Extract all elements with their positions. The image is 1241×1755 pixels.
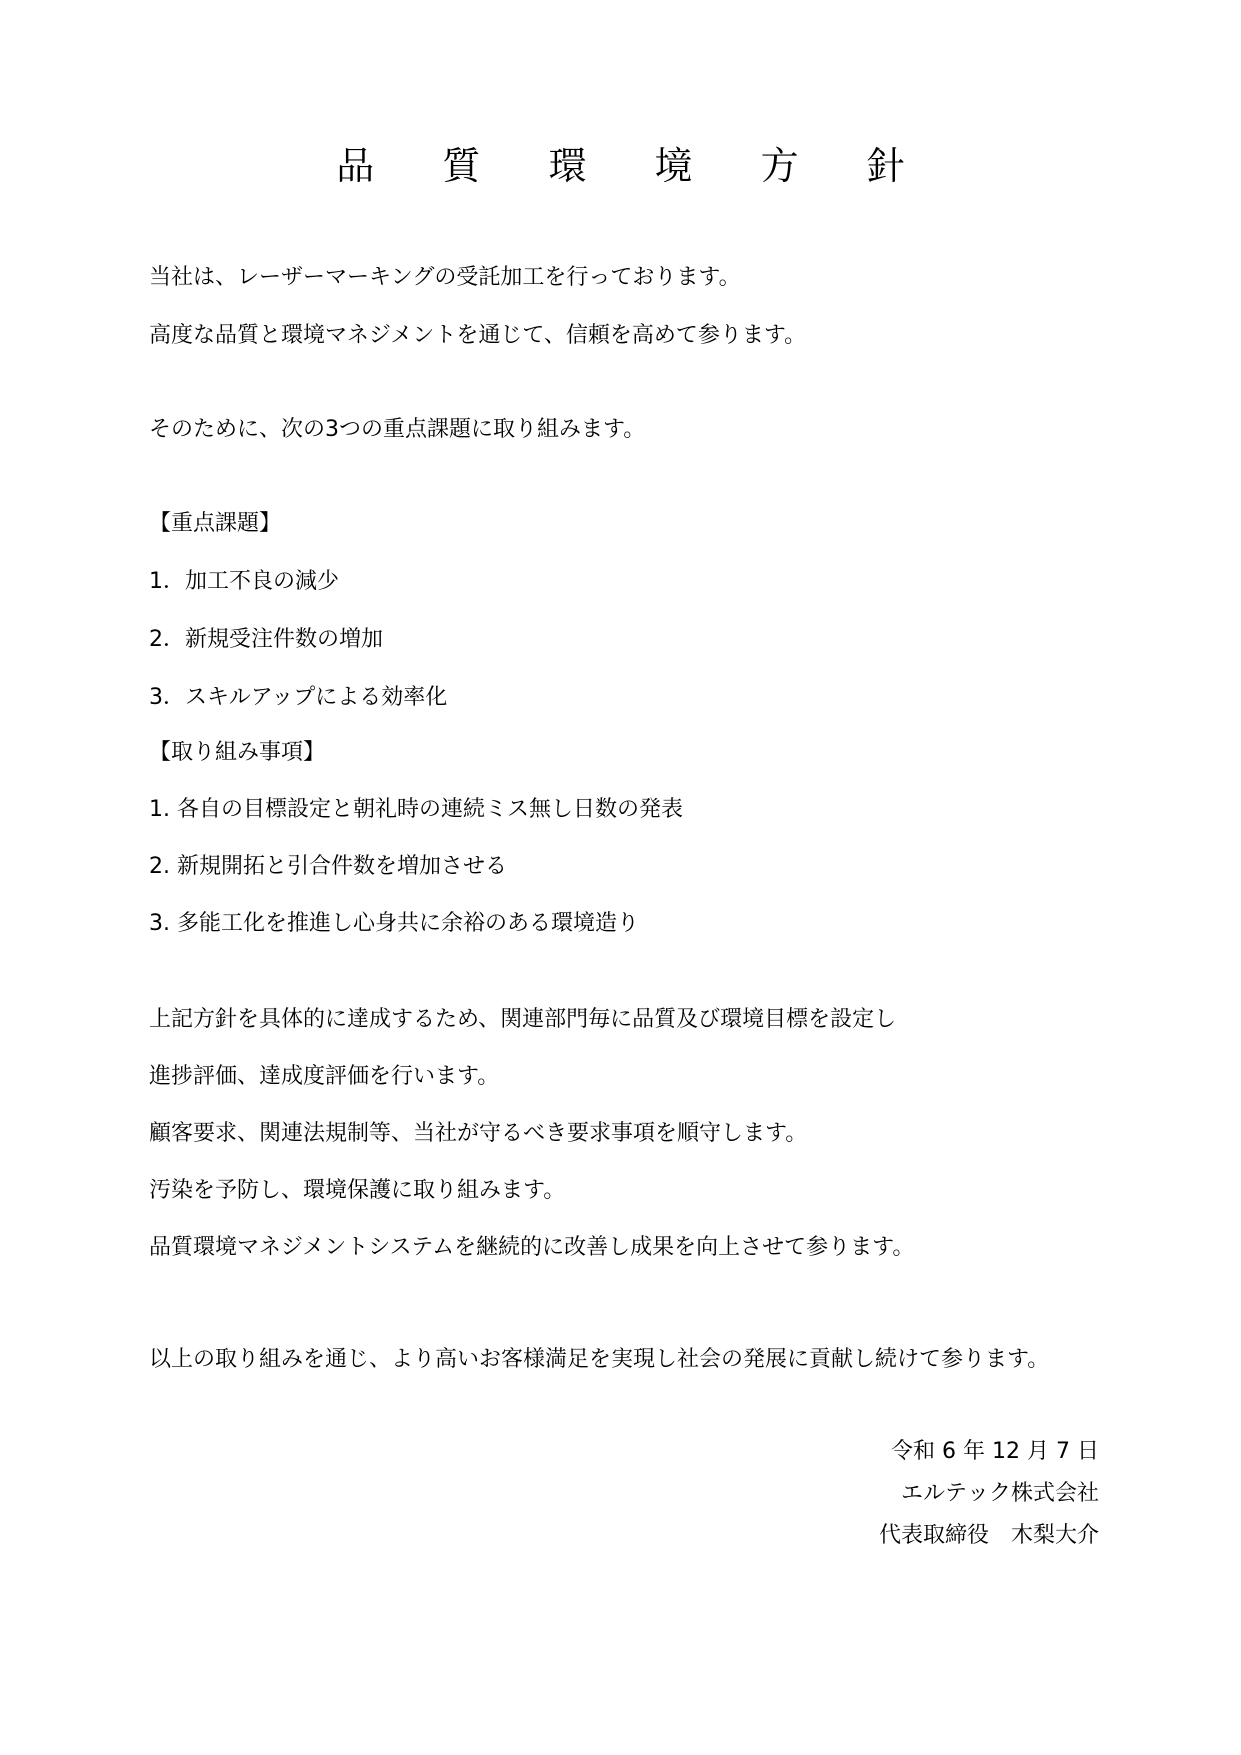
signature-date: 令和 6 年 12 月 7 日 (891, 1439, 1099, 1464)
closing-statement: 以上の取り組みを通じ、より高いお客様満足を実現し社会の発展に貢献し続けて参ります。 (149, 1347, 1050, 1372)
action-item-3: 3. 多能工化を推進し心身共に余裕のある環境造り (149, 911, 639, 936)
intro-line-2: 高度な品質と環境マネジメントを通じて、信頼を高めて参ります。 (149, 323, 807, 348)
signature-representative: 代表取締役 木梨大介 (878, 1523, 1099, 1548)
action-item-1: 1. 各自の目標設定と朝礼時の連続ミス無し日数の発表 (149, 797, 683, 822)
lead-text: そのために、次の3つの重点課題に取り組みます。 (149, 417, 646, 442)
action-item-2: 2. 新規開拓と引合件数を増加させる (149, 854, 507, 879)
intro-line-1: 当社は、レーザーマーキングの受託加工を行っております。 (149, 265, 741, 290)
actions-heading: 【取り組み事項】 (149, 740, 326, 765)
commitment-line-4: 汚染を予防し、環境保護に取り組みます。 (149, 1178, 566, 1203)
commitment-line-1: 上記方針を具体的に達成するため、関連部門毎に品質及び環境目標を設定し (149, 1007, 897, 1032)
commitment-line-5: 品質環境マネジメントシステムを継続的に改善し成果を向上させて参ります。 (149, 1235, 915, 1260)
priority-item-3: 3．スキルアップによる効率化 (149, 685, 448, 710)
page-title: 品 質 環 境 方 針 (336, 144, 933, 188)
signature-company: エルテック株式会社 (900, 1481, 1099, 1506)
priorities-heading: 【重点課題】 (149, 511, 282, 536)
commitment-line-3: 顧客要求、関連法規制等、当社が守るべき要求事項を順守します。 (149, 1121, 808, 1146)
commitment-line-2: 進捗評価、達成度評価を行います。 (149, 1064, 500, 1089)
priority-item-2: 2．新規受注件数の増加 (149, 627, 383, 652)
priority-item-1: 1．加工不良の減少 (149, 569, 339, 594)
